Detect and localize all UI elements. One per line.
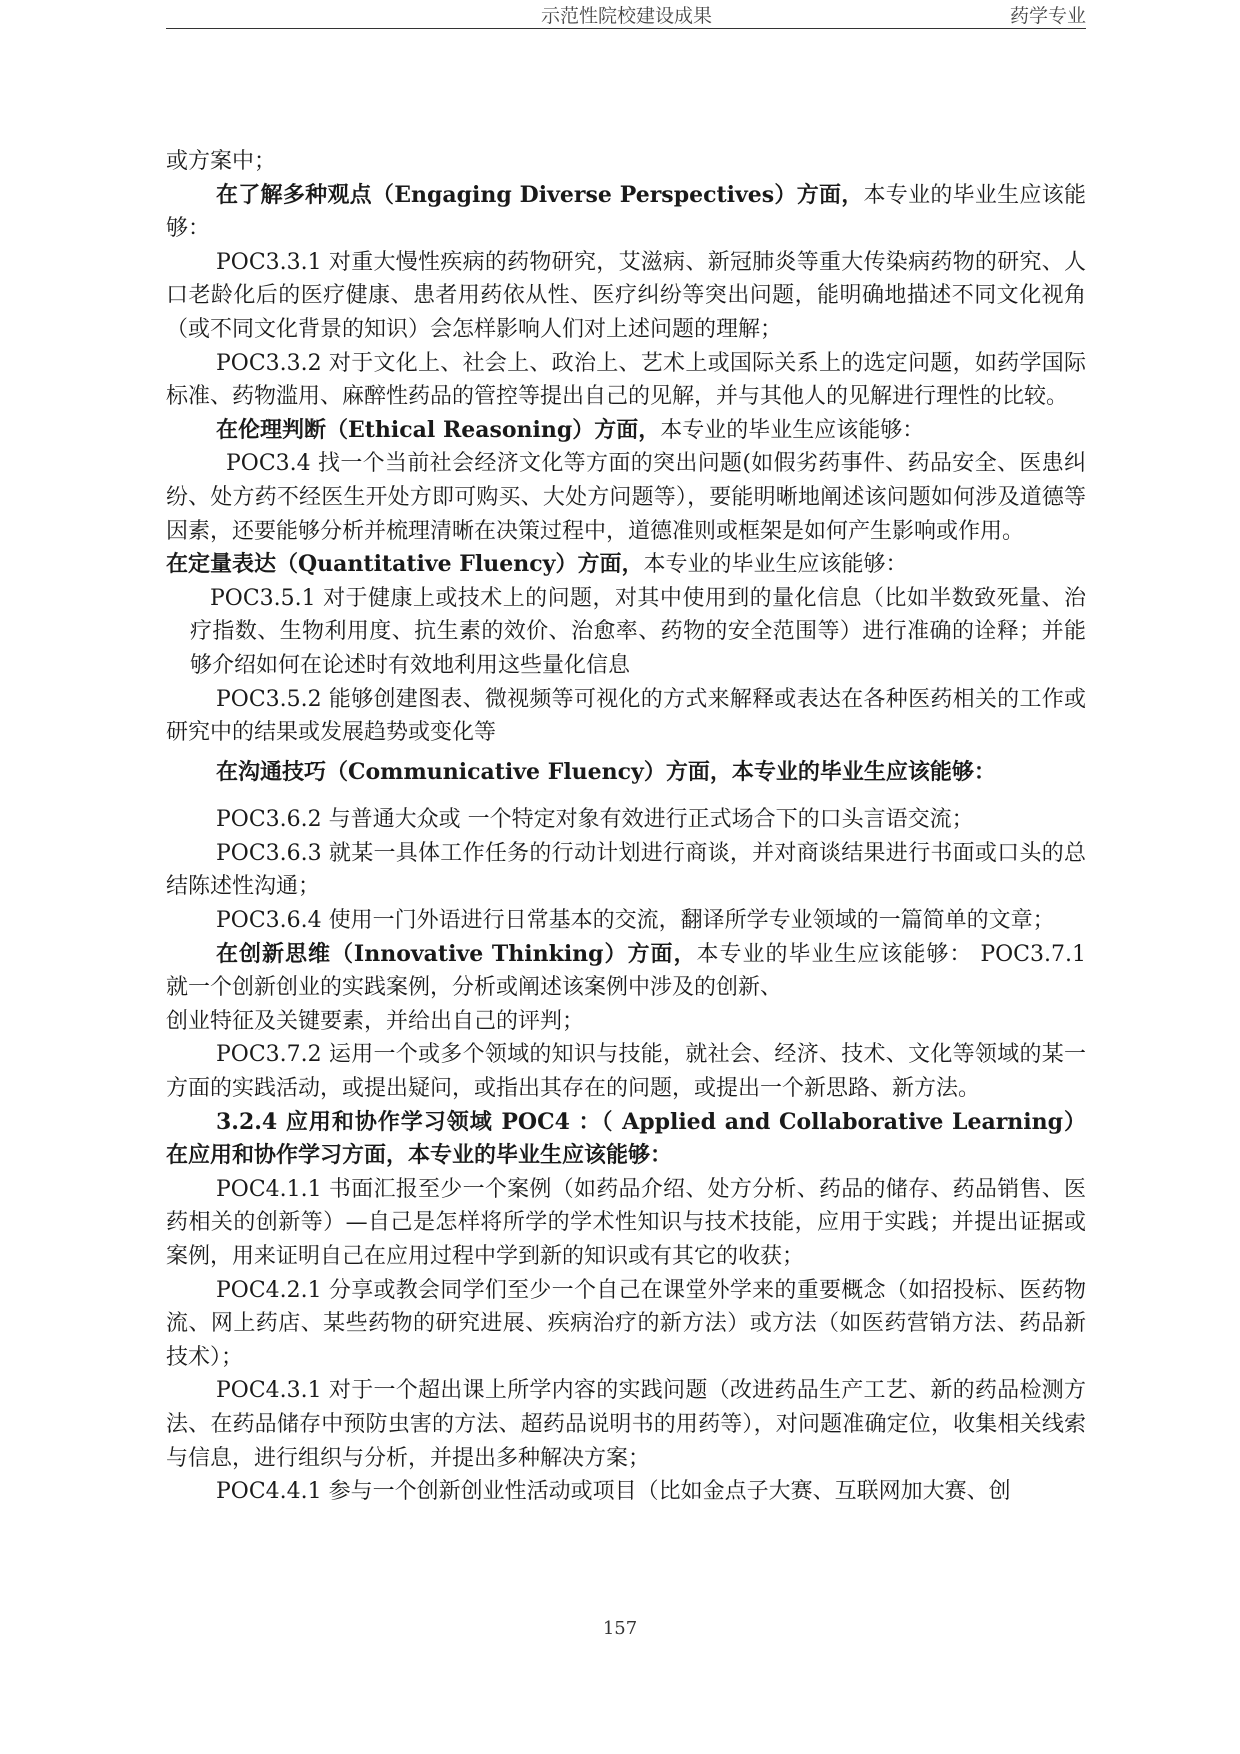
- paragraph: POC3.5.1 对于健康上或技术上的问题，对其中使用到的量化信息（比如半数致死量、治疗指数、生物利用度、抗生素的效价、治愈率、药物的安全范围等）进行准确的诠释；并能够介绍如何在论述时有效地利用这些量化信息: [190, 585, 1086, 678]
- paragraph: 创业特征及关键要素，并给出自己的评判；: [166, 1008, 585, 1034]
- paragraph: POC3.3.2 对于文化上、社会上、政治上、艺术上或国际关系上的选定问题，如药学国际标准、药物滥用、麻醉性药品的管控等提出自己的见解，并与其他人的见解进行理性的比较。: [166, 350, 1086, 410]
- paragraph-heading: 在创新思维（Innovative Thinking）方面，本专业的毕业生应该能够： POC3.7.1 就一个创新创业的实践案例，分析或阐述该案例中涉及的创新、: [166, 940, 1086, 1001]
- spacer: [166, 789, 1086, 803]
- page-number: 157: [602, 1618, 638, 1639]
- paragraph: POC4.3.1 对于一个超出课上所学内容的实践问题（改进药品生产工艺、新的药品检测方法、在药品储存中预防虫害的方法、超药品说明书的用药等），对问题准确定位，收集相关线索与信息，进行组织与分析，并提出多种解决方案；: [166, 1378, 1086, 1471]
- paragraph: POC3.4 找一个当前社会经济文化等方面的突出问题(如假劣药事件、药品安全、医患纠纷、处方药不经医生开处方即可购买、大处方问题等），要能明晰地阐述该问题如何涉及道德等因素，还要能够分析并梳理清晰在决策过程中，道德准则或框架是如何产生影响或作用。: [166, 451, 1086, 544]
- section-heading: 3.2.4 应用和协作学习领域 POC4 ：（ Applied and Collaborative Learning）在应用和协作学习方面，本专业的毕业生应该能够：: [166, 1108, 1086, 1169]
- paragraph-heading: 在定量表达（Quantitative Fluency）方面，本专业的毕业生应该能够：: [166, 551, 908, 578]
- paragraph-heading: 在伦理判断（Ethical Reasoning）方面，本专业的毕业生应该能够：: [216, 416, 925, 443]
- paragraph: POC4.4.1 参与一个创新创业性活动或项目（比如金点子大赛、互联网加大赛、创: [216, 1479, 1011, 1505]
- paragraph: POC3.6.4 使用一门外语进行日常基本的交流，翻译所学专业领域的一篇简单的文章；: [216, 908, 1055, 934]
- body-text: [166, 145, 1086, 1509]
- page-header: [166, 0, 1086, 28]
- paragraph-heading: 在了解多种观点（Engaging Diverse Perspectives）方面，本专业的毕业生应该能够：: [166, 181, 1086, 242]
- paragraph: 或方案中；: [166, 149, 277, 174]
- header-title: 示范性院校建设成果: [541, 5, 713, 27]
- paragraph: POC4.2.1 分享或教会同学们至少一个自己在课堂外学来的重要概念（如招投标、医药物流、网上药店、某些药物的研究进展、疾病治疗的新方法）或方法（如医药营销方法、药品新技术）；: [166, 1277, 1086, 1370]
- paragraph: POC4.1.1 书面汇报至少一个案例（如药品介绍、处方分析、药品的储存、药品销售、医药相关的创新等）—自己是怎样将所学的学术性知识与技术技能，应用于实践；并提出证据或案例，用来证明自己在应用过程中学到新的知识或有其它的收获；: [166, 1176, 1086, 1269]
- paragraph-heading: 在沟通技巧（Communicative Fluency）方面，本专业的毕业生应该能够：: [216, 758, 996, 785]
- paragraph: POC3.7.2 运用一个或多个领域的知识与技能，就社会、经济、技术、文化等领域的某一方面的实践活动，或提出疑问，或指出其存在的问题，或提出一个新思路、新方法。: [166, 1042, 1086, 1102]
- paragraph: POC3.3.1 对重大慢性疾病的药物研究，艾滋病、新冠肺炎等重大传染病药物的研究、人口老龄化后的医疗健康、患者用药依从性、医疗纠纷等突出问题，能明确地描述不同文化视角（或不同文化背景的知识）会怎样影响人们对上述问题的理解；: [166, 249, 1086, 342]
- header-section: 药学专业: [1009, 5, 1086, 27]
- paragraph: POC3.5.2 能够创建图表、微视频等可视化的方式来解释或表达在各种医药相关的工作或研究中的结果或发展趋势或变化等: [166, 686, 1086, 746]
- header-rule: [166, 28, 1086, 29]
- paragraph: POC3.6.3 就某一具体工作任务的行动计划进行商谈，并对商谈结果进行书面或口头的总结陈述性沟通；: [166, 840, 1086, 900]
- paragraph: POC3.6.2 与普通大众或 一个特定对象有效进行正式场合下的口头言语交流；: [216, 807, 974, 833]
